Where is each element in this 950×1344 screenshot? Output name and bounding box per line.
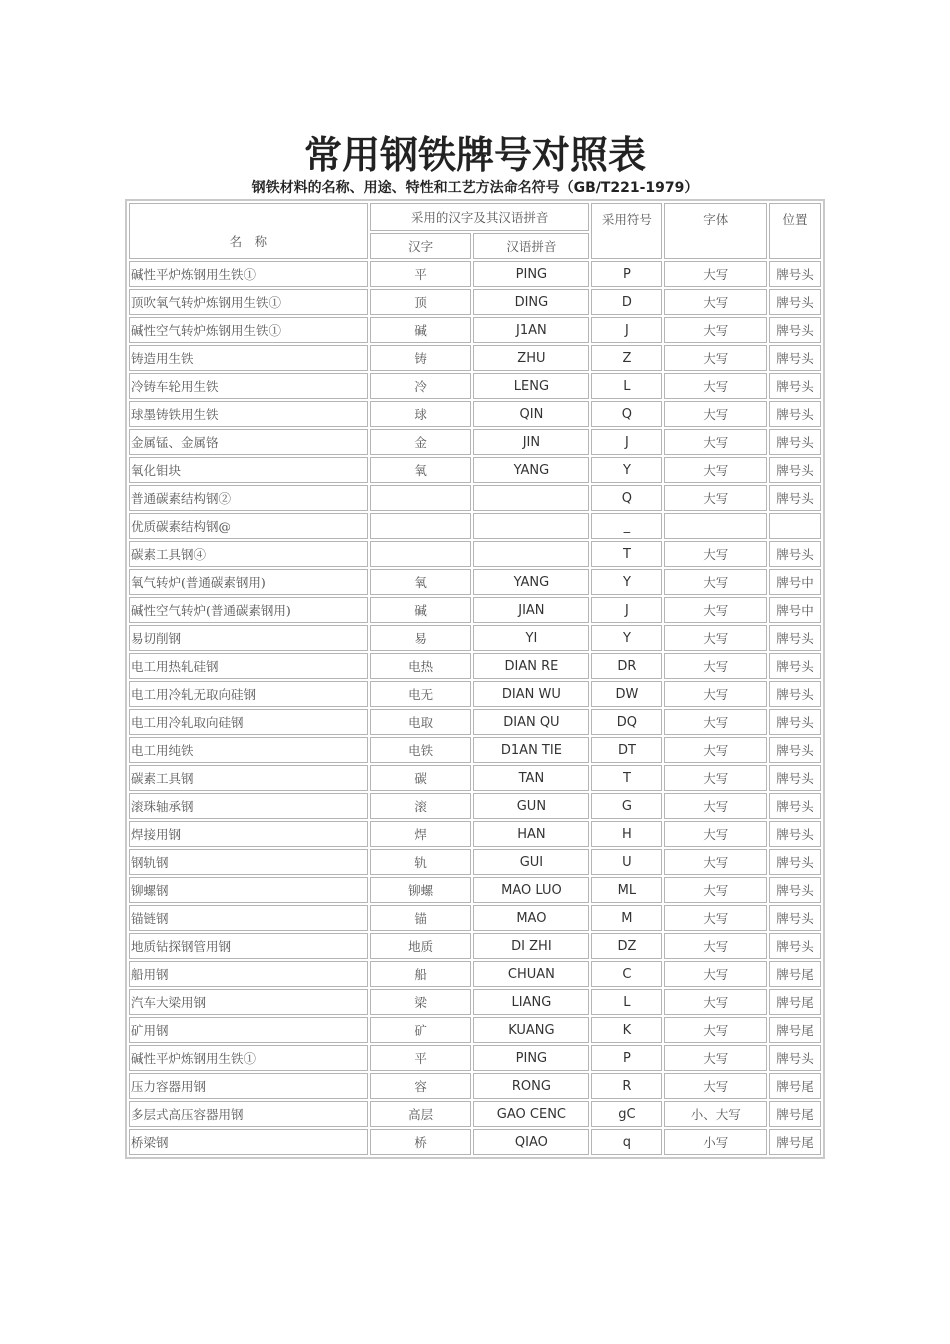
cell-name: 铸造用生铁: [129, 345, 368, 371]
cell-symbol: L: [591, 989, 662, 1015]
cell-name: 电工用冷轧无取向硅钢: [129, 681, 368, 707]
cell-hanzi: [370, 541, 472, 567]
cell-position: 牌号头: [769, 429, 821, 455]
cell-name: 优质碳素结构钢@: [129, 513, 368, 539]
cell-symbol: DR: [591, 653, 662, 679]
table-row: [129, 1073, 821, 1099]
table-row: [129, 401, 821, 427]
cell-symbol: T: [591, 541, 662, 567]
cell-font: 大写: [664, 625, 767, 651]
table-row: [129, 877, 821, 903]
cell-name: 普通碳素结构钢②: [129, 485, 368, 511]
table-row: [129, 1017, 821, 1043]
table-row: [129, 373, 821, 399]
cell-name: 碳素工具钢: [129, 765, 368, 791]
table-row: [129, 289, 821, 315]
cell-position: 牌号头: [769, 849, 821, 875]
cell-font: 大写: [664, 905, 767, 931]
cell-position: 牌号尾: [769, 1073, 821, 1099]
cell-position: 牌号头: [769, 485, 821, 511]
table-row: [129, 345, 821, 371]
cell-pinyin: DIAN QU: [473, 709, 589, 735]
cell-pinyin: CHUAN: [473, 961, 589, 987]
cell-hanzi: 锚: [370, 905, 472, 931]
cell-font: 大写: [664, 1017, 767, 1043]
cell-position: 牌号头: [769, 373, 821, 399]
cell-font: 大写: [664, 1073, 767, 1099]
cell-font: 大写: [664, 989, 767, 1015]
cell-symbol: DQ: [591, 709, 662, 735]
cell-font: 大写: [664, 261, 767, 287]
cell-font: 大写: [664, 401, 767, 427]
cell-hanzi: 矿: [370, 1017, 472, 1043]
cell-name: 电工用冷轧取向硅钢: [129, 709, 368, 735]
table-row: [129, 849, 821, 875]
cell-pinyin: GUN: [473, 793, 589, 819]
cell-pinyin: D1AN TIE: [473, 737, 589, 763]
cell-name: 锚链钢: [129, 905, 368, 931]
cell-position: 牌号头: [769, 653, 821, 679]
cell-font: 大写: [664, 317, 767, 343]
table-row: [129, 485, 821, 511]
table-row: [129, 905, 821, 931]
table-row: [129, 429, 821, 455]
cell-pinyin: LENG: [473, 373, 589, 399]
cell-hanzi: 容: [370, 1073, 472, 1099]
table-row: [129, 597, 821, 623]
cell-font: 大写: [664, 289, 767, 315]
cell-name: 汽车大梁用钢: [129, 989, 368, 1015]
cell-symbol: M: [591, 905, 662, 931]
cell-symbol: G: [591, 793, 662, 819]
cell-symbol: Y: [591, 569, 662, 595]
cell-symbol: P: [591, 1045, 662, 1071]
cell-position: 牌号头: [769, 261, 821, 287]
header-name: 名 称: [129, 203, 368, 259]
cell-pinyin: [473, 485, 589, 511]
steel-grade-table: [125, 199, 825, 1159]
cell-font: 小写: [664, 1129, 767, 1155]
cell-position: 牌号头: [769, 905, 821, 931]
table-row: [129, 653, 821, 679]
cell-hanzi: 铸: [370, 345, 472, 371]
cell-name: 碳素工具钢④: [129, 541, 368, 567]
table-row: [129, 261, 821, 287]
cell-pinyin: JIAN: [473, 597, 589, 623]
header-hanzi-pinyin-group: 采用的汉字及其汉语拼音: [370, 203, 590, 231]
cell-pinyin: HAN: [473, 821, 589, 847]
cell-symbol: Q: [591, 485, 662, 511]
header-font: 字体: [664, 203, 767, 259]
cell-font: 大写: [664, 485, 767, 511]
cell-pinyin: MAO: [473, 905, 589, 931]
cell-pinyin: ZHU: [473, 345, 589, 371]
table-row: [129, 1045, 821, 1071]
table-body: [129, 261, 821, 1155]
cell-hanzi: 碳: [370, 765, 472, 791]
cell-pinyin: DI ZHI: [473, 933, 589, 959]
table-row: [129, 933, 821, 959]
cell-position: [769, 513, 821, 539]
cell-font: 大写: [664, 877, 767, 903]
cell-pinyin: JIN: [473, 429, 589, 455]
cell-symbol: gC: [591, 1101, 662, 1127]
cell-pinyin: PING: [473, 1045, 589, 1071]
cell-name: 地质钻探钢管用钢: [129, 933, 368, 959]
cell-hanzi: 高层: [370, 1101, 472, 1127]
cell-position: 牌号头: [769, 877, 821, 903]
cell-symbol: J: [591, 597, 662, 623]
table-row: [129, 821, 821, 847]
cell-symbol: K: [591, 1017, 662, 1043]
cell-hanzi: 电铁: [370, 737, 472, 763]
cell-font: 大写: [664, 849, 767, 875]
cell-name: 金属锰、金属铬: [129, 429, 368, 455]
cell-pinyin: KUANG: [473, 1017, 589, 1043]
cell-hanzi: 氧: [370, 457, 472, 483]
cell-hanzi: 焊: [370, 821, 472, 847]
table-row: [129, 1101, 821, 1127]
page-title: 常用钢铁牌号对照表: [303, 133, 646, 177]
table-row: [129, 569, 821, 595]
cell-position: 牌号尾: [769, 961, 821, 987]
table-row: [129, 317, 821, 343]
cell-symbol: _: [591, 513, 662, 539]
table-row: [129, 1129, 821, 1155]
cell-name: 焊接用钢: [129, 821, 368, 847]
cell-pinyin: YANG: [473, 569, 589, 595]
cell-name: 压力容器用钢: [129, 1073, 368, 1099]
cell-font: [664, 513, 767, 539]
cell-hanzi: 球: [370, 401, 472, 427]
cell-pinyin: MAO LUO: [473, 877, 589, 903]
cell-symbol: U: [591, 849, 662, 875]
cell-hanzi: 电无: [370, 681, 472, 707]
cell-position: 牌号头: [769, 541, 821, 567]
cell-pinyin: QIAO: [473, 1129, 589, 1155]
cell-font: 大写: [664, 933, 767, 959]
cell-font: 大写: [664, 793, 767, 819]
cell-symbol: L: [591, 373, 662, 399]
cell-font: 大写: [664, 345, 767, 371]
table-row: [129, 541, 821, 567]
cell-hanzi: 平: [370, 1045, 472, 1071]
cell-hanzi: 电取: [370, 709, 472, 735]
header-symbol: 采用符号: [591, 203, 662, 259]
cell-symbol: DZ: [591, 933, 662, 959]
cell-font: 大写: [664, 681, 767, 707]
cell-position: 牌号头: [769, 793, 821, 819]
cell-pinyin: RONG: [473, 1073, 589, 1099]
cell-font: 大写: [664, 961, 767, 987]
cell-position: 牌号中: [769, 569, 821, 595]
cell-symbol: H: [591, 821, 662, 847]
cell-position: 牌号头: [769, 681, 821, 707]
cell-hanzi: 平: [370, 261, 472, 287]
table-row: [129, 625, 821, 651]
table-row: [129, 765, 821, 791]
cell-font: 大写: [664, 597, 767, 623]
cell-position: 牌号中: [769, 597, 821, 623]
cell-font: 大写: [664, 457, 767, 483]
cell-pinyin: GUI: [473, 849, 589, 875]
cell-pinyin: GAO CENC: [473, 1101, 589, 1127]
cell-position: 牌号头: [769, 1045, 821, 1071]
cell-hanzi: 滚: [370, 793, 472, 819]
cell-symbol: J: [591, 317, 662, 343]
cell-pinyin: LIANG: [473, 989, 589, 1015]
cell-pinyin: DIAN RE: [473, 653, 589, 679]
cell-pinyin: DIAN WU: [473, 681, 589, 707]
cell-hanzi: 轨: [370, 849, 472, 875]
table-row: [129, 513, 821, 539]
cell-hanzi: 电热: [370, 653, 472, 679]
header-pinyin: 汉语拼音: [473, 233, 589, 259]
cell-position: 牌号尾: [769, 1101, 821, 1127]
cell-position: 牌号尾: [769, 1017, 821, 1043]
cell-hanzi: 易: [370, 625, 472, 651]
cell-pinyin: PING: [473, 261, 589, 287]
cell-pinyin: TAN: [473, 765, 589, 791]
cell-font: 大写: [664, 541, 767, 567]
cell-name: 氧气转炉(普通碳素钢用): [129, 569, 368, 595]
cell-font: 大写: [664, 569, 767, 595]
cell-symbol: Q: [591, 401, 662, 427]
cell-name: 滚珠轴承钢: [129, 793, 368, 819]
cell-hanzi: 地质: [370, 933, 472, 959]
cell-symbol: DT: [591, 737, 662, 763]
table-row: [129, 457, 821, 483]
cell-position: 牌号头: [769, 765, 821, 791]
cell-name: 碱性平炉炼钢用生铁①: [129, 1045, 368, 1071]
cell-position: 牌号头: [769, 401, 821, 427]
cell-font: 小、大写: [664, 1101, 767, 1127]
header-position: 位置: [769, 203, 821, 259]
cell-position: 牌号头: [769, 345, 821, 371]
cell-font: 大写: [664, 1045, 767, 1071]
cell-position: 牌号头: [769, 709, 821, 735]
cell-font: 大写: [664, 765, 767, 791]
cell-position: 牌号头: [769, 317, 821, 343]
cell-pinyin: J1AN: [473, 317, 589, 343]
cell-hanzi: 氧: [370, 569, 472, 595]
cell-position: 牌号尾: [769, 1129, 821, 1155]
cell-name: 船用钢: [129, 961, 368, 987]
cell-symbol: T: [591, 765, 662, 791]
cell-hanzi: 碱: [370, 317, 472, 343]
table-row: [129, 961, 821, 987]
cell-font: 大写: [664, 709, 767, 735]
cell-symbol: Z: [591, 345, 662, 371]
cell-name: 电工用纯铁: [129, 737, 368, 763]
cell-name: 铆螺钢: [129, 877, 368, 903]
cell-symbol: DW: [591, 681, 662, 707]
table-row: [129, 793, 821, 819]
cell-symbol: P: [591, 261, 662, 287]
cell-hanzi: 桥: [370, 1129, 472, 1155]
cell-position: 牌号头: [769, 457, 821, 483]
cell-symbol: q: [591, 1129, 662, 1155]
cell-name: 顶吹氧气转炉炼钢用生铁①: [129, 289, 368, 315]
cell-font: 大写: [664, 429, 767, 455]
cell-name: 冷铸车轮用生铁: [129, 373, 368, 399]
cell-name: 碱性平炉炼钢用生铁①: [129, 261, 368, 287]
table-row: [129, 709, 821, 735]
cell-hanzi: 冷: [370, 373, 472, 399]
cell-position: 牌号头: [769, 821, 821, 847]
cell-pinyin: [473, 541, 589, 567]
cell-pinyin: DING: [473, 289, 589, 315]
cell-name: 电工用热轧硅钢: [129, 653, 368, 679]
cell-name: 矿用钢: [129, 1017, 368, 1043]
cell-hanzi: 金: [370, 429, 472, 455]
cell-position: 牌号头: [769, 625, 821, 651]
cell-pinyin: YI: [473, 625, 589, 651]
cell-name: 桥梁钢: [129, 1129, 368, 1155]
cell-hanzi: [370, 513, 472, 539]
cell-name: 多层式高压容器用钢: [129, 1101, 368, 1127]
cell-font: 大写: [664, 737, 767, 763]
cell-symbol: D: [591, 289, 662, 315]
cell-hanzi: 顶: [370, 289, 472, 315]
cell-symbol: Y: [591, 457, 662, 483]
cell-position: 牌号头: [769, 737, 821, 763]
cell-symbol: R: [591, 1073, 662, 1099]
cell-name: 碱性空气转炉(普通碳素钢用): [129, 597, 368, 623]
cell-name: 易切削钢: [129, 625, 368, 651]
header-hanzi: 汉字: [370, 233, 472, 259]
cell-pinyin: [473, 513, 589, 539]
cell-hanzi: 船: [370, 961, 472, 987]
cell-name: 钢轨钢: [129, 849, 368, 875]
cell-hanzi: 碱: [370, 597, 472, 623]
table-row: [129, 681, 821, 707]
cell-symbol: J: [591, 429, 662, 455]
cell-font: 大写: [664, 821, 767, 847]
page-subtitle: 钢铁材料的名称、用途、特性和工艺方法命名符号（GB/T221-1979）: [251, 180, 699, 196]
cell-name: 氧化钼块: [129, 457, 368, 483]
cell-pinyin: YANG: [473, 457, 589, 483]
cell-symbol: C: [591, 961, 662, 987]
cell-hanzi: [370, 485, 472, 511]
cell-position: 牌号头: [769, 933, 821, 959]
table-row: [129, 989, 821, 1015]
cell-font: 大写: [664, 653, 767, 679]
cell-symbol: ML: [591, 877, 662, 903]
cell-position: 牌号尾: [769, 989, 821, 1015]
table-row: [129, 737, 821, 763]
cell-name: 球墨铸铁用生铁: [129, 401, 368, 427]
cell-symbol: Y: [591, 625, 662, 651]
cell-name: 碱性空气转炉炼钢用生铁①: [129, 317, 368, 343]
cell-pinyin: QIN: [473, 401, 589, 427]
cell-hanzi: 铆螺: [370, 877, 472, 903]
cell-hanzi: 梁: [370, 989, 472, 1015]
cell-font: 大写: [664, 373, 767, 399]
cell-position: 牌号头: [769, 289, 821, 315]
